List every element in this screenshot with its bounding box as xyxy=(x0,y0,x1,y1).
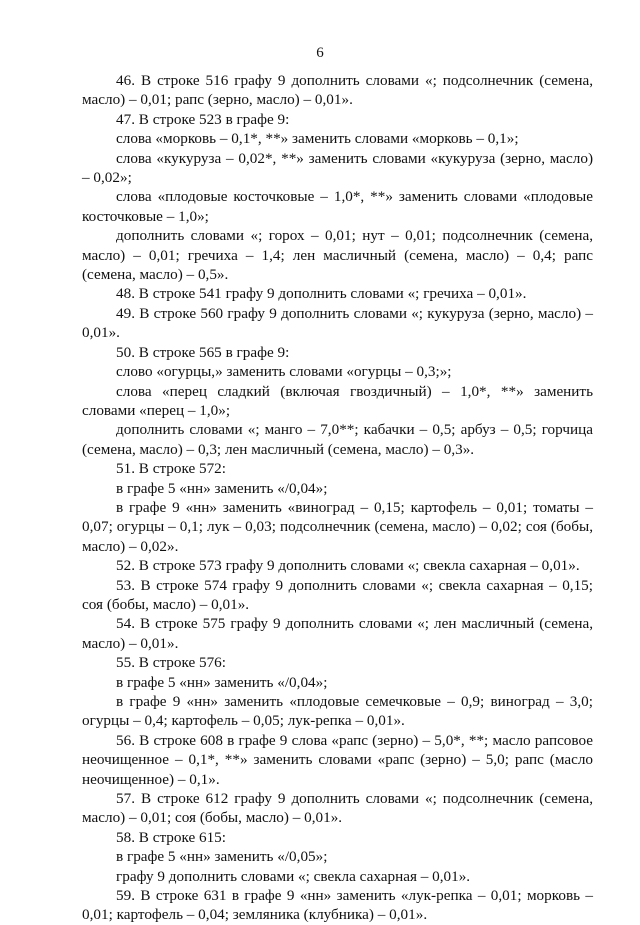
paragraph-54: 54. В строке 575 графу 9 дополнить словами «; лен масличный (семена, масло) – 0,01». xyxy=(82,615,593,652)
paragraph-58-heading: 58. В строке 615: xyxy=(116,828,226,846)
paragraph-47-item-4: дополнить словами «; горох – 0,01; нут – 0,01; подсолнечник (семена, масло) – 0,01; гречиха – 1,4; лен масличный (семена, масло) – 0,4; рапс (семена, масло) – 0,5». xyxy=(82,227,593,284)
document-body xyxy=(82,71,593,925)
paragraph-47-heading: 47. В строке 523 в графе 9: xyxy=(116,110,290,128)
paragraph-51-item-2: в графе 9 «нн» заменить «виноград – 0,15; картофель – 0,01; томаты – 0,07; огурцы – 0,1; лук – 0,03; подсолнечник (семена, масло) – 0,02; соя (бобы, масло) – 0,02». xyxy=(82,498,593,555)
paragraph-58-item-1: в графе 5 «нн» заменить «/0,05»; xyxy=(116,848,328,866)
paragraph-50-item-1: слово «огурцы,» заменить словами «огурцы – 0,3;»; xyxy=(116,363,452,381)
paragraph-47-item-2: слова «кукуруза – 0,02*, **» заменить словами «кукуруза (зерно, масло) – 0,02»; xyxy=(82,149,593,187)
paragraph-50-item-3: дополнить словами «; манго – 7,0**; кабачки – 0,5; арбуз – 0,5; горчица (семена, масло) – 0,3; лен масличный (семена, масло) – 0,3». xyxy=(82,421,593,458)
paragraph-50-heading: 50. В строке 565 в графе 9: xyxy=(116,343,290,361)
paragraph-46: 46. В строке 516 графу 9 дополнить словами «; подсолнечник (семена, масло) – 0,01; рапс (зерно, масло) – 0,01». xyxy=(82,72,593,109)
paragraph-48: 48. В строке 541 графу 9 дополнить словами «; гречиха – 0,01». xyxy=(116,285,527,303)
paragraph-53: 53. В строке 574 графу 9 дополнить словами «; свекла сахарная – 0,15; соя (бобы, масло) – 0,01». xyxy=(82,576,593,613)
paragraph-52: 52. В строке 573 графу 9 дополнить словами «; свекла сахарная – 0,01». xyxy=(116,557,580,575)
paragraph-55-heading: 55. В строке 576: xyxy=(116,654,226,672)
paragraph-58-item-2: графу 9 дополнить словами «; свекла сахарная – 0,01». xyxy=(116,867,471,885)
paragraph-49: 49. В строке 560 графу 9 дополнить словами «; кукуруза (зерно, масло) – 0,01». xyxy=(82,304,593,342)
paragraph-47-item-3: слова «плодовые косточковые – 1,0*, **» заменить словами «плодовые косточковые – 1,0»; xyxy=(82,188,593,225)
paragraph-55-item-1: в графе 5 «нн» заменить «/0,04»; xyxy=(116,673,328,691)
paragraph-51-heading: 51. В строке 572: xyxy=(116,460,226,478)
paragraph-47-item-1: слова «морковь – 0,1*, **» заменить словами «морковь – 0,1»; xyxy=(116,130,519,148)
page-number: 6 xyxy=(316,45,324,61)
paragraph-50-item-2: слова «перец сладкий (включая гвоздичный) – 1,0*, **» заменить словами «перец – 1,0»; xyxy=(82,382,593,419)
paragraph-51-item-1: в графе 5 «нн» заменить «/0,04»; xyxy=(116,479,328,497)
paragraph-57: 57. В строке 612 графу 9 дополнить словами «; подсолнечник (семена, масло) – 0,01; соя (бобы, масло) – 0,01». xyxy=(82,790,593,827)
paragraph-55-item-2: в графе 9 «нн» заменить «плодовые семечковые – 0,9; виноград – 3,0; огурцы – 0,4; картофель – 0,05; лук-репка – 0,01». xyxy=(82,693,593,730)
paragraph-56: 56. В строке 608 в графе 9 слова «рапс (зерно) – 5,0*, **; масло рапсовое неочищенное – 0,1*, **» заменить словами «рапс (зерно) – 5,0; рапс (масло неочищенное) – 0,1». xyxy=(82,731,593,788)
paragraph-59: 59. В строке 631 в графе 9 «нн» заменить «лук-репка – 0,01; морковь – 0,01; картофель – 0,04; земляника (клубника) – 0,01». xyxy=(82,887,593,924)
